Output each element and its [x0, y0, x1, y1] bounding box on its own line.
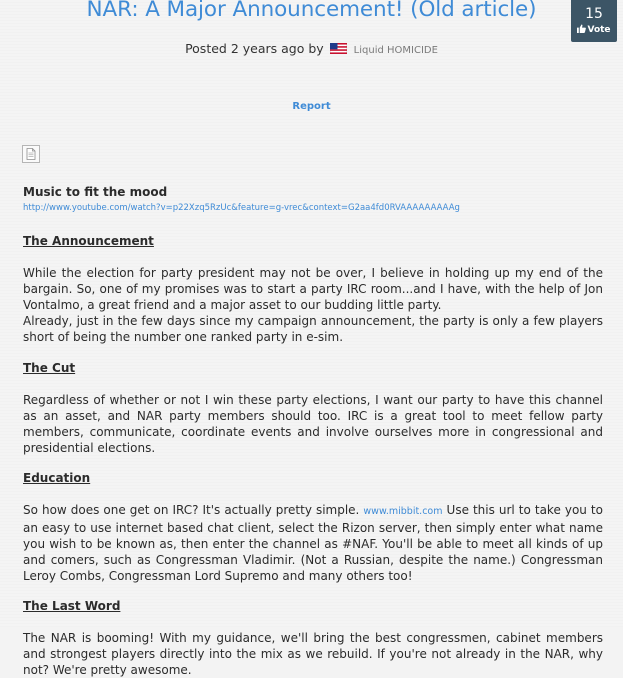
heading-education: Education [23, 471, 91, 485]
posted-info [0, 41, 623, 56]
thumbs-up-icon [577, 24, 586, 33]
paragraph-education [23, 502, 603, 584]
vote-count: 15 [585, 6, 603, 22]
article-body [23, 184, 603, 678]
posted-prefix: Posted [185, 41, 227, 56]
paragraph-announcement-1: While the election for party president may not be over, I believe in holding up my end of the bargain. So, one of my promises was to start a party IRC room...and I have, with the help of Jon Vontalmo, a great friend and a major asset to our budding little party. [23, 266, 603, 312]
heading-announcement: The Announcement [23, 234, 154, 248]
posted-time: 2 years ago [230, 41, 305, 56]
vote-label: Vote [587, 25, 611, 35]
mibbit-link[interactable]: www.mibbit.com [363, 506, 443, 517]
posted-by: by [308, 41, 324, 56]
paragraph-announcement-2: Already, just in the few days since my campaign announcement, the party is only a few players short of being the number one ranked party in e-sim. [23, 314, 603, 344]
heading-last-word: The Last Word [23, 599, 121, 613]
vote-button[interactable] [571, 0, 617, 42]
document-icon[interactable] [22, 145, 40, 163]
heading-cut: The Cut [23, 361, 76, 375]
education-text-before: So how does one get on IRC? It's actually pretty simple. [23, 503, 360, 517]
paragraph-cut: Regardless of whether or not I win these party elections, I want our party to have this channel as an asset, and NAR party members should too. IRC is a great tool to meet fellow party members, communicate, coordinate events and involve ourselves more in congressional and presidential elections. [23, 393, 603, 455]
usa-flag-icon [330, 43, 347, 54]
youtube-link[interactable]: http://www.youtube.com/watch?v=p22Xzq5RzUc&feature=g-vrec&context=G2aa4fd0RVAAAAAAAAAg [23, 203, 460, 213]
vote-label-wrap [571, 24, 617, 36]
music-heading: Music to fit the mood [23, 185, 168, 199]
education-text-after: Use this url to take you to an easy to use internet based chat client, select the Rizon server, then simply enter what name you wish to be known as, then enter the channel as #NAF. You'll be able to meet all kinds of up and comers, such as Congressman Vladimir. (Not a Russian, despite the name.) Congressman Leroy Combs, Congressman Lord Supremo and many others too! [23, 503, 603, 583]
report-link[interactable]: Report [292, 101, 331, 112]
author-link[interactable]: Liquid HOMICIDE [353, 45, 438, 56]
article-title: NAR: A Major Announcement! (Old article) [86, 0, 537, 22]
paragraph-last-word: The NAR is booming! With my guidance, we'll bring the best congressmen, cabinet members and strongest players directly into the mix as we rebuild. If you're not already in the NAR, why not? We're pretty awesome. [23, 631, 603, 677]
